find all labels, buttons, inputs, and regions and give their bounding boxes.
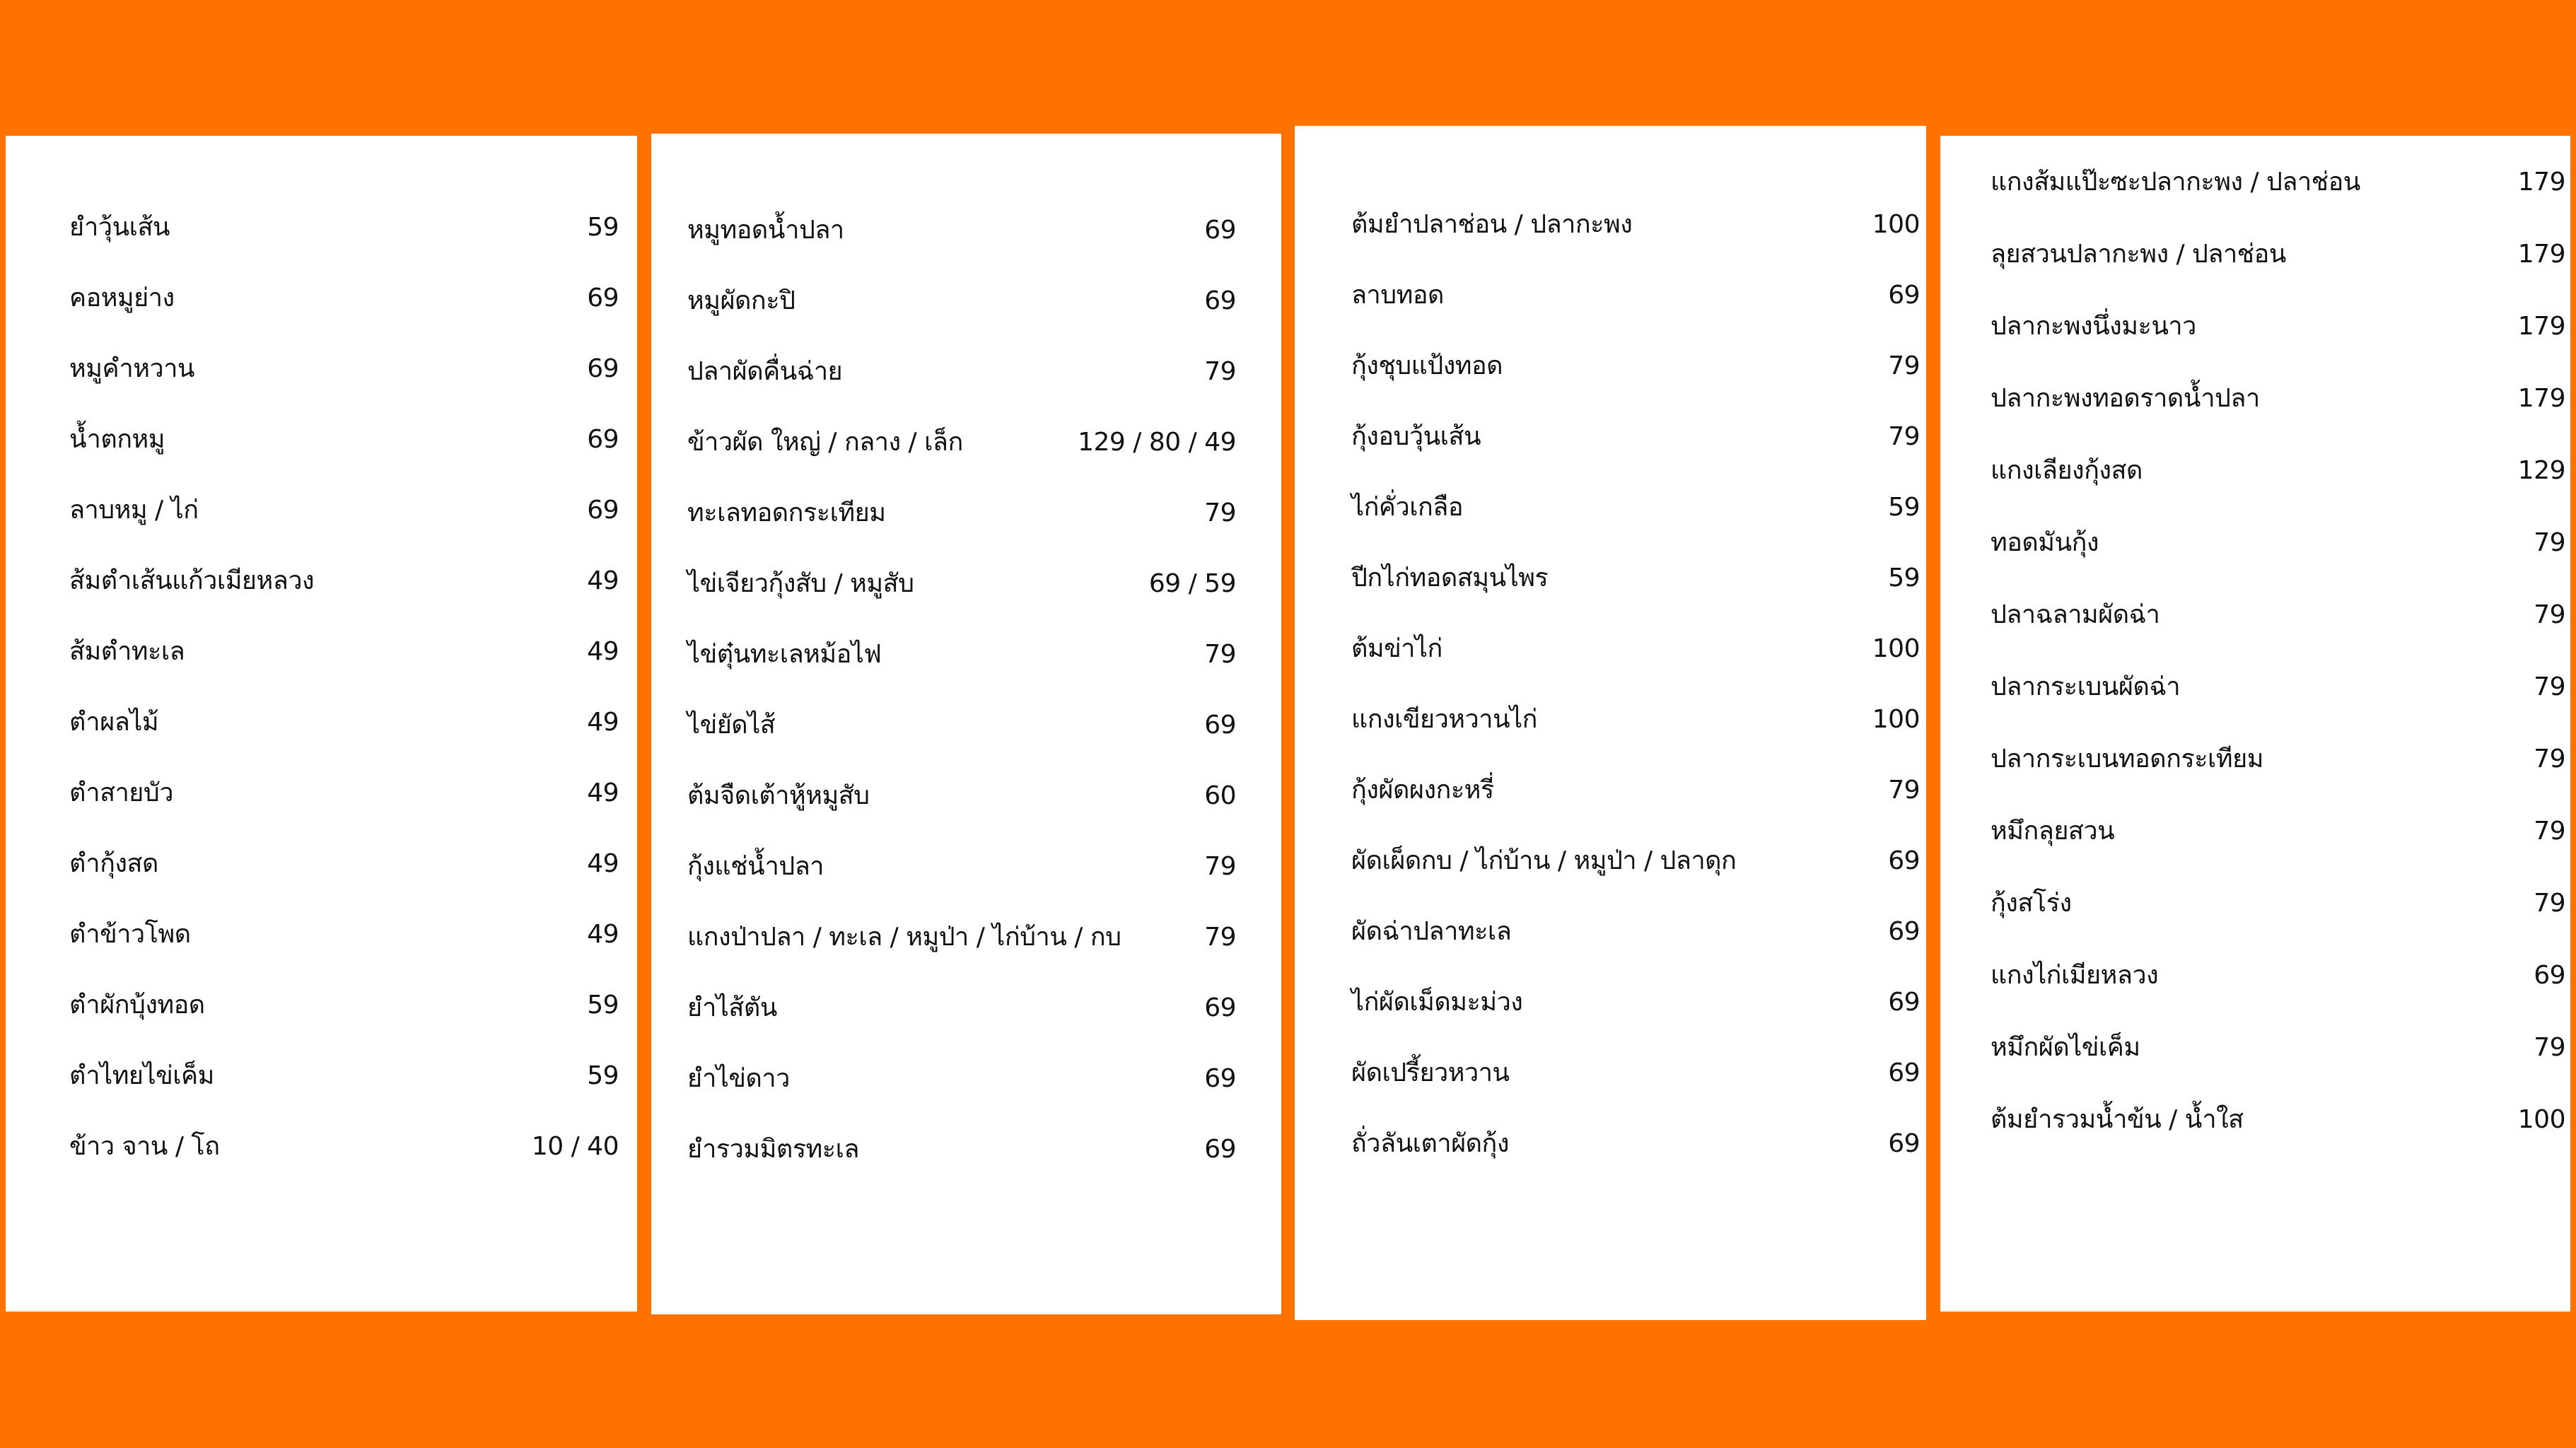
menu-item: [1991, 453, 2565, 489]
menu-item-name: ทอดมันกุ้ง: [1991, 528, 2099, 557]
menu-item-price: 100: [2517, 1105, 2565, 1134]
menu-item: [1351, 773, 1920, 808]
menu-item-name: ต้มยำปลาช่อน / ปลากะพง: [1351, 210, 1633, 239]
menu-item: [69, 281, 619, 316]
menu-item: [1991, 814, 2565, 849]
menu-item-name: ข้าว จาน / โถ: [69, 1132, 220, 1161]
menu-item-price: 79: [1204, 852, 1236, 881]
menu-item-name: ผัดฉ่าปลาทะเล: [1351, 917, 1512, 946]
menu-item-name: ตำผักบุ้งทอด: [69, 991, 205, 1020]
menu-item-price: 49: [587, 920, 619, 949]
menu-item-name: กุ้งสโร่ง: [1991, 889, 2072, 918]
menu-item: [1991, 597, 2565, 633]
menu-item-price: 69 / 59: [1148, 569, 1236, 598]
menu-item-price: 79: [2534, 889, 2565, 918]
menu-item-price: 179: [2517, 240, 2565, 269]
menu-item-price: 69: [1204, 286, 1236, 315]
menu-item-price: 179: [2517, 312, 2565, 341]
menu-item-price: 179: [2517, 384, 2565, 413]
menu-item-name: ปลากระเบนทอดกระเทียม: [1991, 745, 2263, 773]
menu-item-name: ตำผลไม้: [69, 708, 159, 737]
menu-item-price: 69: [1204, 1064, 1236, 1093]
menu-item-name: ไข่ตุ๋นทะเลหม้อไฟ: [687, 640, 882, 669]
menu-item-name: ไข่ยัดไส้: [687, 711, 776, 740]
menu-item: [1991, 886, 2565, 921]
menu-item-name: ปลากะพงนึ่งมะนาว: [1991, 312, 2196, 341]
menu-item-price: 79: [2534, 1033, 2565, 1062]
menu-item-name: ปลากระเบนผัดฉ่า: [1991, 672, 2181, 701]
menu-item: [687, 213, 1236, 248]
menu-item: [69, 351, 619, 387]
menu-item-name: ปีกไก่ทอดสมุนไพร: [1351, 564, 1549, 592]
menu-item-price: 79: [1204, 640, 1236, 669]
menu-item: [69, 988, 619, 1023]
menu-item: [1351, 278, 1920, 313]
menu-item-price: 49: [587, 849, 619, 878]
menu-item-price: 59: [587, 991, 619, 1020]
menu-item-price: 69: [1204, 993, 1236, 1022]
menu-item: [687, 354, 1236, 390]
menu-item: [1351, 1126, 1920, 1162]
menu-item-price: 79: [2534, 745, 2565, 773]
menu-item-price: 59: [587, 1061, 619, 1090]
menu-item: [687, 284, 1236, 319]
menu-item: [1351, 1056, 1920, 1091]
menu-item: [1991, 670, 2565, 705]
menu-item: [69, 846, 619, 882]
menu-item: [1351, 490, 1920, 525]
menu-item: [69, 210, 619, 245]
menu-item-price: 49: [587, 778, 619, 807]
menu-item: [687, 1061, 1236, 1097]
menu-item-name: ตำไทยไข่เค็ม: [69, 1061, 214, 1090]
menu-item-price: 100: [1872, 634, 1920, 663]
menu-item-name: ผัดเปรี้ยวหวาน: [1351, 1058, 1510, 1087]
menu-item: [687, 920, 1236, 955]
menu-item-name: ต้มยำรวมน้ำข้น / น้ำใส: [1991, 1105, 2244, 1134]
menu-item-price: 79: [1204, 498, 1236, 527]
menu-item-name: ส้มตำเส้นแก้วเมียหลวง: [69, 566, 315, 595]
menu-item-name: หมึกผัดไข่เค็ม: [1991, 1033, 2140, 1062]
menu-item-name: ยำวุ้นเส้น: [69, 213, 170, 242]
menu-item-name: แกงเขียวหวานไก่: [1351, 705, 1537, 734]
menu-item-price: 10 / 40: [531, 1132, 619, 1161]
menu-item-name: กุ้งแช่น้ำปลา: [687, 852, 824, 881]
menu-item-name: ถั่วลันเตาผัดกุ้ง: [1351, 1129, 1509, 1158]
menu-item: [687, 425, 1236, 460]
menu-item-price: 79: [1888, 776, 1920, 805]
menu-item-name: แกงเลียงกุ้งสด: [1991, 456, 2143, 485]
menu-item: [1351, 631, 1920, 667]
menu-item: [69, 705, 619, 740]
menu-item: [1351, 914, 1920, 950]
menu-item: [69, 1058, 619, 1094]
menu-item-name: ไก่ผัดเม็ดมะม่วง: [1351, 988, 1523, 1017]
menu-item: [1351, 561, 1920, 596]
menu-item-name: ยำไส้ตัน: [687, 993, 777, 1022]
menu-item-name: ผัดเผ็ดกบ / ไก่บ้าน / หมูป่า / ปลาดุก: [1351, 846, 1737, 875]
menu-item-name: ไข่เจียวกุ้งสับ / หมูสับ: [687, 569, 914, 598]
menu-item-name: ปลากะพงทอดราดน้ำปลา: [1991, 384, 2260, 413]
menu-item-name: ลุยสวนปลากะพง / ปลาช่อน: [1991, 240, 2286, 269]
menu-item: [1351, 702, 1920, 737]
menu-item-name: ยำไข่ดาว: [687, 1064, 790, 1093]
menu-item-name: ต้มจืดเต้าหู้หมูสับ: [687, 781, 870, 810]
menu-item: [687, 566, 1236, 602]
menu-item-price: 79: [1204, 357, 1236, 386]
menu-item-name: หมูผัดกะปิ: [687, 286, 795, 315]
menu-item-name: ไก่คั่วเกลือ: [1351, 493, 1463, 522]
menu-item-price: 79: [2534, 600, 2565, 629]
menu-item: [1991, 742, 2565, 777]
menu-item-price: 49: [587, 708, 619, 737]
menu-item-price: 59: [587, 213, 619, 242]
menu-item-name: ยำรวมมิตรทะเล: [687, 1135, 859, 1164]
menu-item-name: ข้าวผัด ใหญ่ / กลาง / เล็ก: [687, 428, 963, 457]
menu-item-price: 69: [2534, 961, 2565, 990]
menu-item-name: ตำกุ้งสด: [69, 849, 158, 878]
menu-item: [687, 637, 1236, 672]
menu-item: [1991, 958, 2565, 993]
menu-item-name: หมูทอดน้ำปลา: [687, 216, 844, 245]
menu-item: [687, 849, 1236, 884]
menu-item-name: แกงไก่เมียหลวง: [1991, 961, 2159, 990]
menu-item-name: ลาบทอด: [1351, 281, 1444, 310]
menu-item-price: 59: [1888, 564, 1920, 592]
menu-item-name: น้ำตกหมู: [69, 425, 165, 454]
menu-item: [687, 778, 1236, 814]
menu-item-price: 79: [1888, 422, 1920, 451]
menu-item: [69, 493, 619, 528]
menu-item-price: 79: [2534, 672, 2565, 701]
menu-item: [1991, 1030, 2565, 1065]
menu-item-price: 79: [1888, 351, 1920, 380]
menu-item-price: 69: [587, 284, 619, 313]
menu-item-name: หมูคำหวาน: [69, 354, 195, 383]
menu-item-price: 79: [2534, 528, 2565, 557]
menu-item-price: 129: [2517, 456, 2565, 485]
menu-item-price: 100: [1872, 210, 1920, 239]
menu-item: [687, 496, 1236, 531]
menu-item: [687, 708, 1236, 743]
menu-item-price: 49: [587, 637, 619, 666]
menu-item: [69, 1129, 619, 1164]
menu-item: [1991, 525, 2565, 561]
menu-item-name: ส้มตำทะเล: [69, 637, 185, 666]
menu-item-name: ลาบหมู / ไก่: [69, 496, 199, 525]
menu-item: [1351, 843, 1920, 879]
menu-item-price: 69: [1888, 988, 1920, 1017]
menu-item-price: 179: [2517, 168, 2565, 197]
menu-item-price: 69: [587, 425, 619, 454]
menu-item-price: 69: [1888, 281, 1920, 310]
menu-item: [1351, 349, 1920, 384]
menu-item-name: ต้มข่าไก่: [1351, 634, 1443, 663]
menu-item-name: ปลาผัดคื่นฉ่าย: [687, 357, 843, 386]
menu-item-price: 69: [587, 354, 619, 383]
menu-item-name: คอหมูย่าง: [69, 284, 175, 313]
menu-item-price: 69: [1888, 1129, 1920, 1158]
menu-item-name: ปลาฉลามผัดฉ่า: [1991, 600, 2160, 629]
menu-item-price: 59: [1888, 493, 1920, 522]
menu-item-name: แกงป่าปลา / ทะเล / หมูป่า / ไก่บ้าน / กบ: [687, 923, 1121, 952]
menu-item: [687, 991, 1236, 1026]
menu-item-name: แกงส้มแป๊ะซะปลากะพง / ปลาช่อน: [1991, 168, 2360, 197]
menu-item-price: 69: [1204, 711, 1236, 740]
menu-item-name: ตำข้าวโพด: [69, 920, 191, 949]
menu-item: [1991, 309, 2565, 344]
menu-item: [1991, 1102, 2565, 1138]
menu-item: [1351, 419, 1920, 455]
menu-item-price: 69: [1888, 1058, 1920, 1087]
menu-item-price: 49: [587, 566, 619, 595]
menu-item-price: 69: [1204, 216, 1236, 245]
menu-item: [69, 564, 619, 599]
menu-item-price: 69: [587, 496, 619, 525]
menu-item: [69, 634, 619, 670]
menu-item-name: กุ้งชุบแป้งทอด: [1351, 351, 1503, 380]
menu-item-name: กุ้งผัดผงกะหรี่: [1351, 776, 1494, 805]
menu-item-price: 69: [1888, 917, 1920, 946]
menu-item: [69, 776, 619, 811]
menu-item-price: 100: [1872, 705, 1920, 734]
menu-item-name: ตำสายบัว: [69, 778, 173, 807]
menu-item: [1351, 207, 1920, 243]
menu-item-name: กุ้งอบวุ้นเส้น: [1351, 422, 1481, 451]
menu-item: [1351, 985, 1920, 1020]
menu-item: [1991, 237, 2565, 272]
menu-item: [69, 422, 619, 457]
menu-item-price: 129 / 80 / 49: [1078, 428, 1236, 457]
menu-item: [1991, 165, 2565, 200]
menu-item-price: 69: [1204, 1135, 1236, 1164]
menu-item-name: ทะเลทอดกระเทียม: [687, 498, 886, 527]
menu-item-price: 79: [2534, 817, 2565, 846]
menu-item-name: หมึกลุยสวน: [1991, 817, 2115, 846]
menu-item: [1991, 381, 2565, 416]
menu-item-price: 79: [1204, 923, 1236, 952]
menu-item-price: 69: [1888, 846, 1920, 875]
menu-item: [69, 917, 619, 952]
menu-item: [687, 1132, 1236, 1167]
menu-item-price: 60: [1204, 781, 1236, 810]
